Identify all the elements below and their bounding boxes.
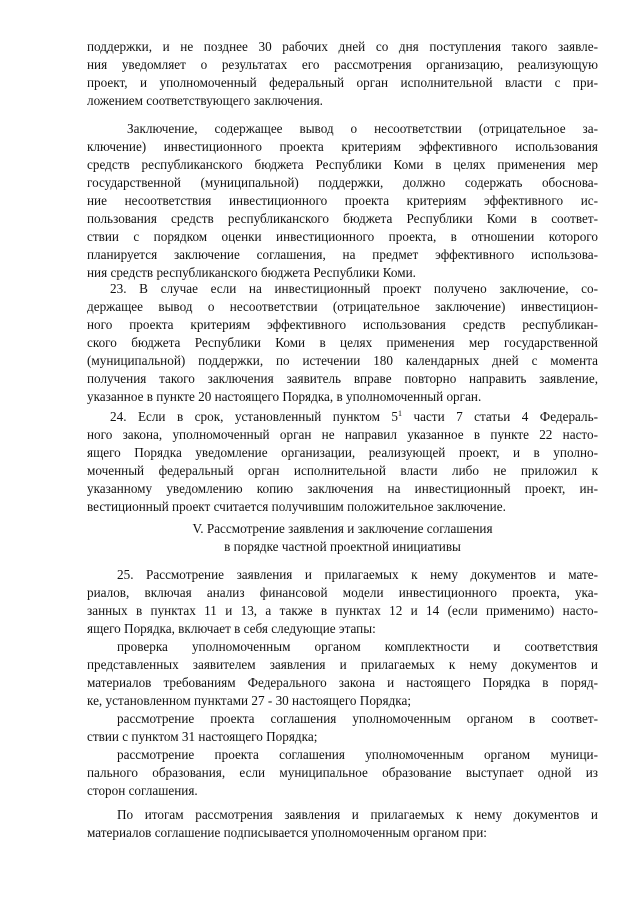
superscript: 1 [398,409,402,418]
text-line: ствии с пунктом 31 настоящего Порядка; [87,729,318,744]
text-line: планируется заключение соглашения, на предмет эффективного использова- [87,247,598,262]
text-line: ного проекта критериям эффективного использования средств республикан- [87,317,598,332]
text-line: ного закона, уполномоченный орган не направил указанное в пункте 22 насто- [87,427,598,442]
section-heading: V. Рассмотрение заявления и заключение соглашения [192,521,493,536]
text-line: материалов соглашение подписывается уполномоченным органом при: [87,825,487,840]
text-line: 25. Рассмотрение заявления и прилагаемых к нему документов и мате- [117,567,598,582]
text-line: рассмотрение проекта соглашения уполномоченным органом в соответ- [117,711,598,726]
text-line: средств республиканского бюджета Республики Коми в целях применения мер [87,157,598,172]
text-line: получения такого заключения заявитель вправе повторно направить заявление, [87,371,598,386]
text-line: ского бюджета Республики Коми в целях применения мер государственной [87,335,598,350]
text-line: ключение) инвестиционного проекта критериям эффективного использования [87,139,598,154]
text-line: ящего Порядка уведомление организации, реализующей проект, и в уполно- [87,445,598,460]
text-line: ке, установленном пунктами 27 - 30 настоящего Порядка; [87,693,412,708]
text-line: вестиционный проект считается получившим положительное заключение. [87,499,506,514]
text-line: 23. В случае если на инвестиционный проект получено заключение, со- [110,281,598,296]
text-line: материалов требованиям Федерального закона и настоящего Порядка в поряд- [87,675,598,690]
text-line: проект, и уполномоченный федеральный орган исполнительной власти с при- [87,75,598,90]
line-part: части 7 статьи 4 Федераль- [402,409,598,424]
text-line [110,408,598,426]
text-line: пользования средств республиканского бюджета Республики Коми в соответ- [87,211,598,226]
text-line: держащее вывод о несоответствии (отрицательное заключение) инвестицион- [87,299,598,314]
text-line: государственной (муниципальной) поддержки, должно содержать обоснова- [87,175,598,190]
text-line: ние несоответствия инвестиционного проекта критериям эффективного ис- [87,193,598,208]
text-line: пального образования, если муниципальное образование выступает одной из [87,765,598,780]
text-line: занных в пунктах 11 и 13, а также в пунктах 12 и 14 (если применимо) насто- [87,603,598,618]
section-heading: в порядке частной проектной инициативы [224,539,461,554]
text-line: поддержки, и не позднее 30 рабочих дней со дня поступления такого заявле- [87,39,598,54]
text-line: ствии с порядком оценки инвестиционного проекта, в отношении которого [87,229,598,244]
line-part: 24. Если в срок, установленный пунктом 5 [110,409,398,424]
text-line: ложением соответствующего заключения. [87,93,323,108]
text-line: представленных заявителем заявления и прилагаемых к нему документов и [87,657,598,672]
text-line: сторон соглашения. [87,783,198,798]
text-line: указанное в пункте 20 настоящего Порядка, в уполномоченный орган. [87,389,482,404]
text-line: рассмотрение проекта соглашения уполномоченным органом муници- [117,747,598,762]
text-line: Заключение, содержащее вывод о несоответствии (отрицательное за- [127,121,598,136]
text-line: проверка уполномоченным органом комплектности и соответствия [117,639,598,654]
text-line: ния средств республиканского бюджета Республики Коми. [87,265,416,280]
text-line: ния уведомляет о результатах его рассмотрения организацию, реализующую [87,57,598,72]
text-line: указанному уведомлению копию заключения на инвестиционный проект, ин- [87,481,598,496]
text-line: (муниципальной) поддержки, по истечении 180 календарных дней с момента [87,353,598,368]
text-line: моченный федеральный орган исполнительной власти либо не приложил к [87,463,598,478]
text-line: По итогам рассмотрения заявления и прилагаемых к нему документов и [117,807,598,822]
text-line: риалов, включая анализ финансовой модели инвестиционного проекта, ука- [87,585,598,600]
text-line: ящего Порядка, включает в себя следующие этапы: [87,621,376,636]
